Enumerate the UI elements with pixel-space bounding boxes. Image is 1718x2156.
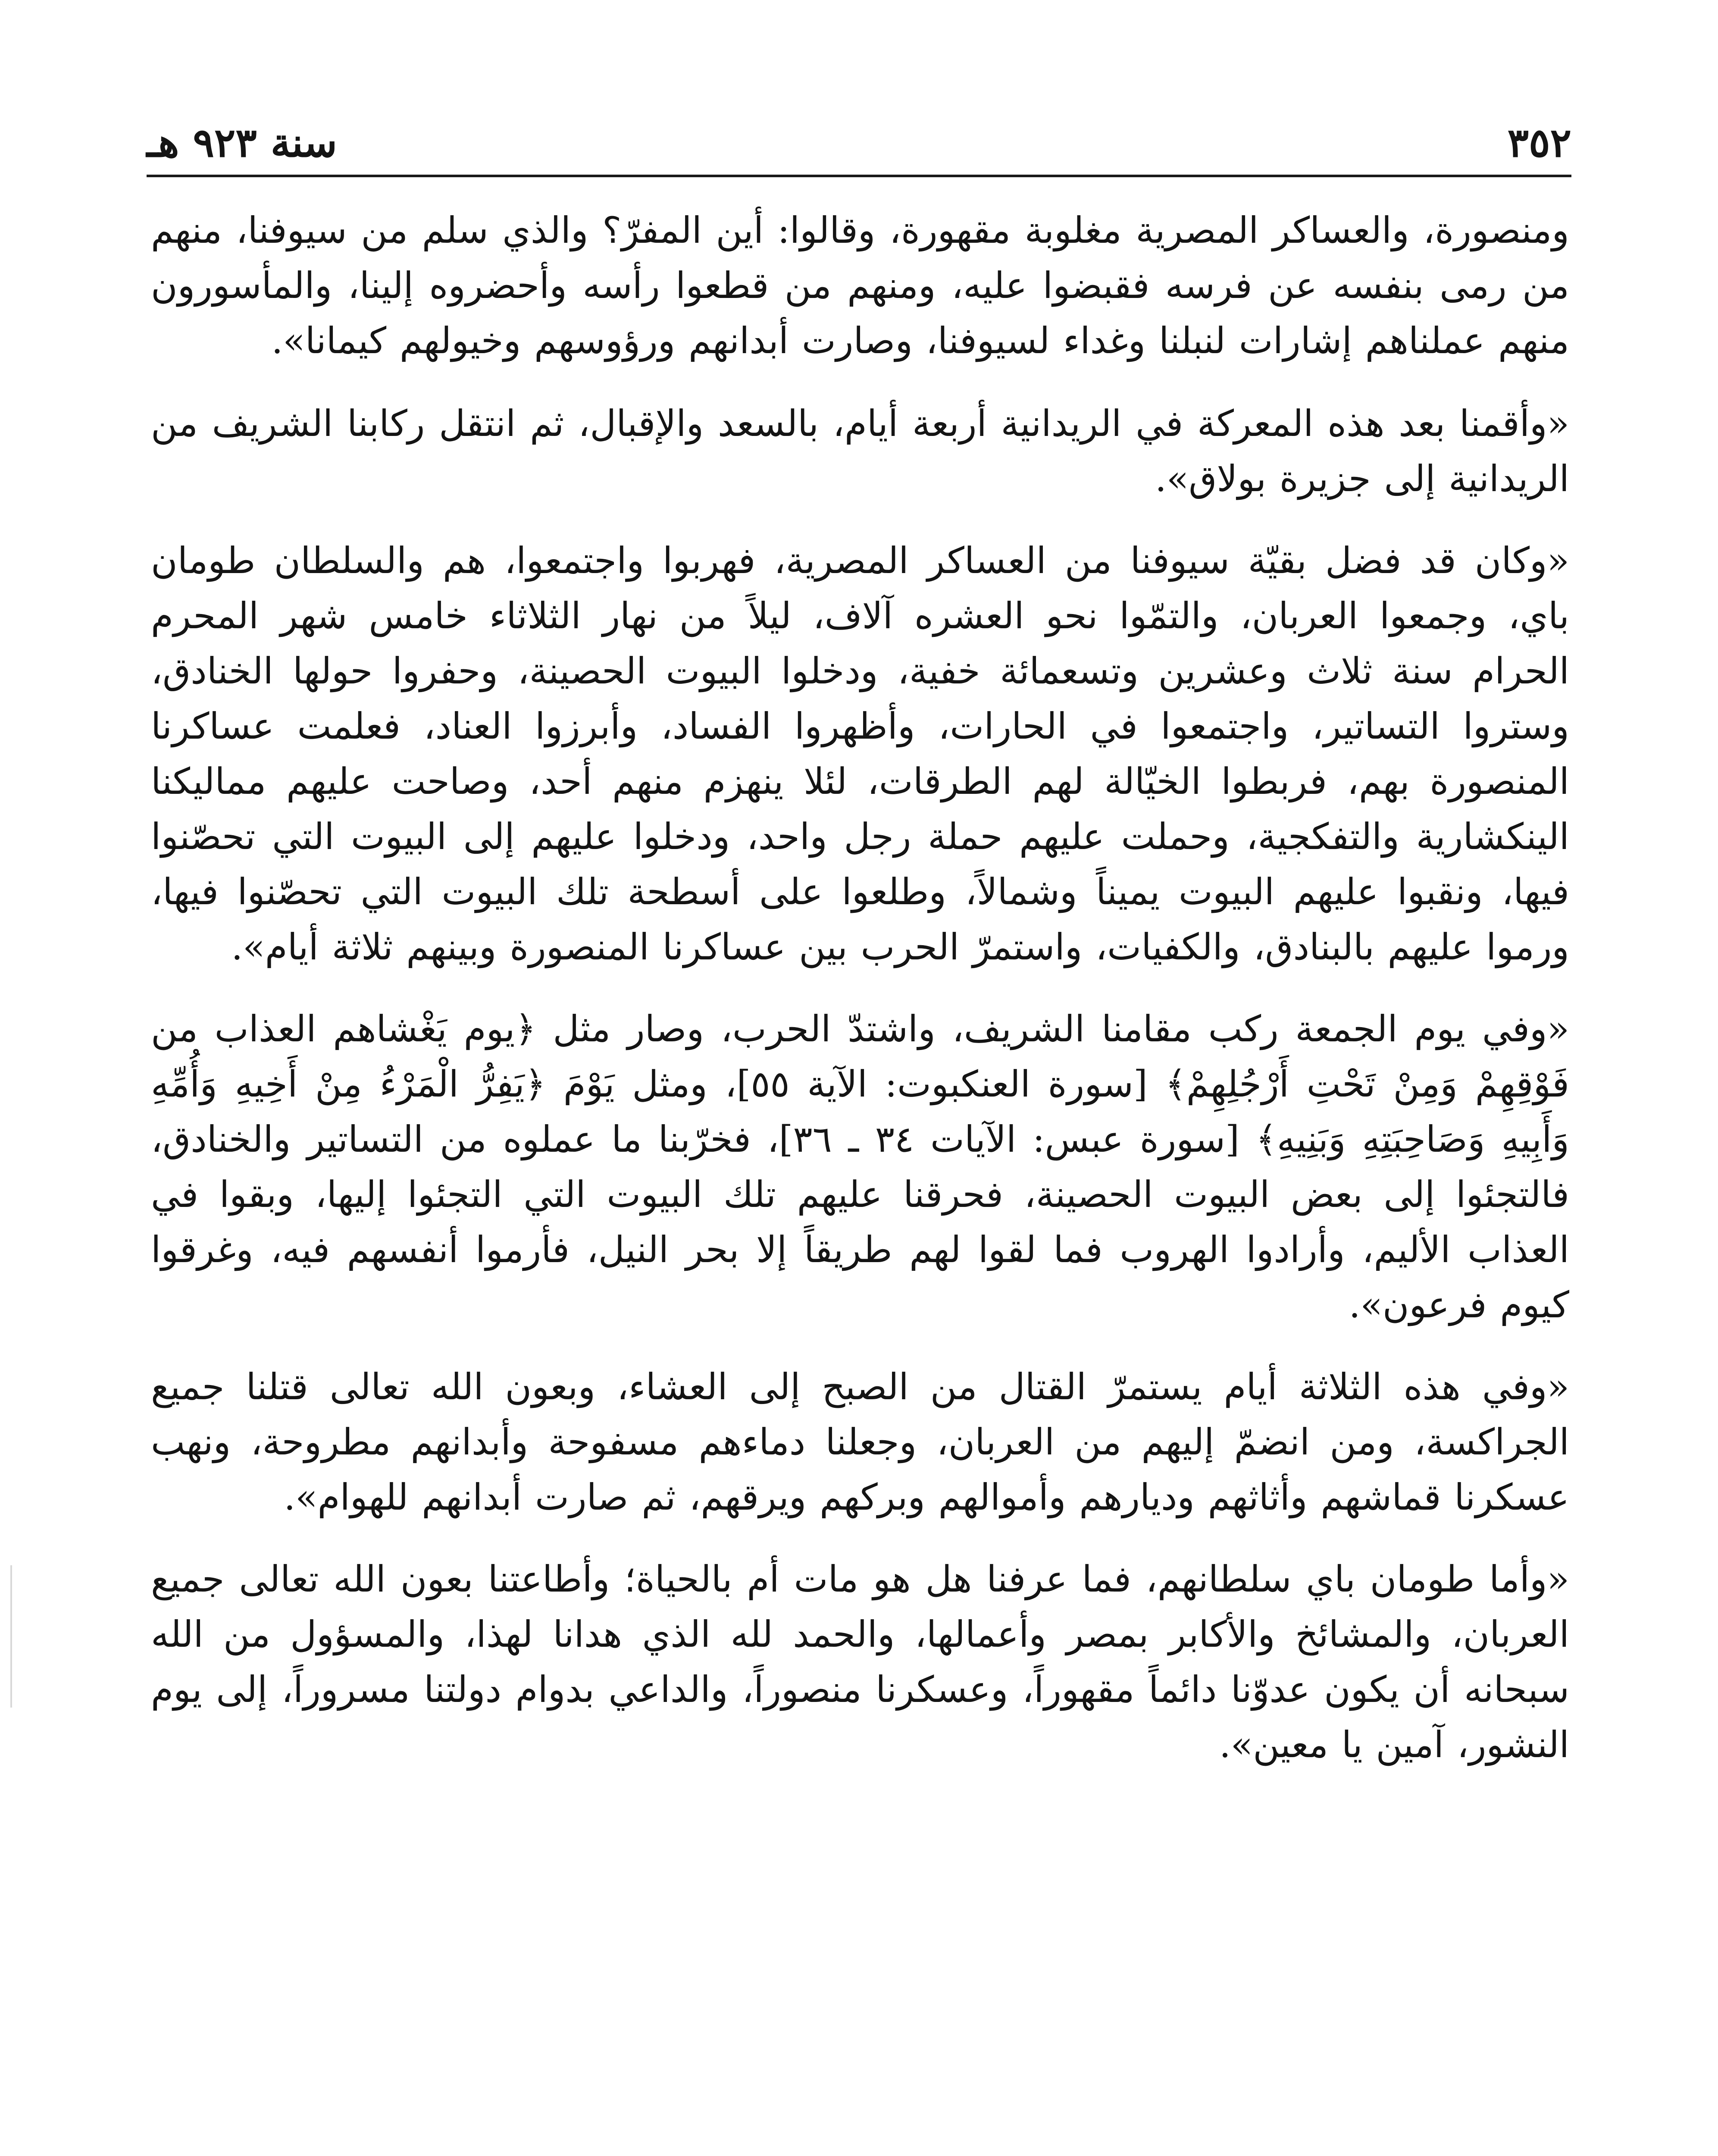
paragraph-3: «وكان قد فضل بقيّة سيوفنا من العساكر المصرية، فهربوا واجتمعوا، هم والسلطان طومان باي، وجمعوا العربان، والتمّوا نحو العشره آلاف، ليلاً من نهار الثلاثاء خامس شهر المحرم الحرام سنة ثلاث وعشرين وتسعمائة خفية، ودخلوا البيوت الحصينة، وحفروا حولها الخنادق، وستروا التساتير، واجتمعوا في الحارات، وأظهروا الفساد، وأبرزوا العناد، فعلمت عساكرنا المنصورة بهم، فربطوا الخيّالة لهم الطرقات، لئلا ينهزم منهم أحد، وصاحت عليهم مماليكنا الينكشارية والتفكجية، وحملت عليهم حملة رجل واحد، ودخلوا عليهم إلى البيوت التي تحصّنوا فيها، ونقبوا عليهم البيوت يميناً وشمالاً، وطلعوا على أسطحة تلك البيوت التي تحصّنوا فيها، ورموا عليهم بالبنادق، والكفيات، واستمرّ الحرب بين عساكرنا المنصورة وبينهم ثلاثة أيام». — [151, 539, 1569, 968]
scan-gutter-mark — [10, 1565, 12, 1708]
paragraph-5: «وفي هذه الثلاثة أيام يستمرّ القتال من الصبح إلى العشاء، وبعون الله تعالى قتلنا جميع الجراكسة، ومن انضمّ إليهم من العربان، وجعلنا دماءهم مسفوحة وأبدانهم مطروحة، ونهب عسكرنا قماشهم وأثاثهم وديارهم وأموالهم وبركهم ويرقهم، ثم صارت أبدانهم للهوام». — [151, 1366, 1569, 1518]
header-rule — [147, 175, 1571, 177]
running-title: سنة ٩٢٣ هـ — [147, 119, 337, 166]
paragraph-2: «وأقمنا بعد هذه المعركة في الريدانية أربعة أيام، بالسعد والإقبال، ثم انتقل ركابنا الشريف من الريدانية إلى جزيرة بولاق». — [151, 402, 1569, 500]
body-text — [151, 203, 1569, 1799]
page-number: ٣٥٢ — [1507, 119, 1571, 166]
paragraph-1: ومنصورة، والعساكر المصرية مغلوبة مقهورة، وقالوا: أين المفرّ؟ والذي سلم من سيوفنا، منهم من رمى بنفسه عن فرسه فقبضوا عليه، ومنهم من قطعوا رأسه وأحضروه إلينا، والمأسورون منهم عملناهم إشارات لنبلنا وغداء لسيوفنا، وصارت أبدانهم ورؤوسهم وخيولهم كيمانا». — [151, 209, 1569, 362]
paragraph-4: «وفي يوم الجمعة ركب مقامنا الشريف، واشتدّ الحرب، وصار مثل ﴿يوم يَغْشاهم العذاب من فَوْقِهِمْ وَمِنْ تَحْتِ أَرْجُلِهِمْ﴾ [سورة العنكبوت: الآية ٥٥]، ومثل يَوْمَ ﴿يَفِرُّ الْمَرْءُ مِنْ أَخِيهِ وَأُمِّهِ وَأَبِيهِ وَصَاحِبَتِهِ وَبَنِيهِ﴾ [سورة عبس: الآيات ٣٤ ـ ٣٦]، فخرّبنا ما عملوه من التساتير والخنادق، فالتجئوا إلى بعض البيوت الحصينة، فحرقنا عليهم تلك البيوت التي التجئوا إليها، وبقوا في العذاب الأليم، وأرادوا الهروب فما لقوا لهم طريقاً إلا بحر النيل، فأرموا أنفسهم فيه، وغرقوا كيوم فرعون». — [151, 1008, 1569, 1326]
paragraph-6: «وأما طومان باي سلطانهم، فما عرفنا هل هو مات أم بالحياة؛ وأطاعتنا بعون الله تعالى جميع العربان، والمشائخ والأكابر بمصر وأعمالها، والحمد لله الذي هدانا لهذا، والمسؤول من الله سبحانه أن يكون عدوّنا دائماً مقهوراً، وعسكرنا منصوراً، والداعي بدوام دولتنا مسروراً، إلى يوم النشور، آمين يا معين». — [151, 1558, 1569, 1766]
page-header — [147, 106, 1571, 166]
